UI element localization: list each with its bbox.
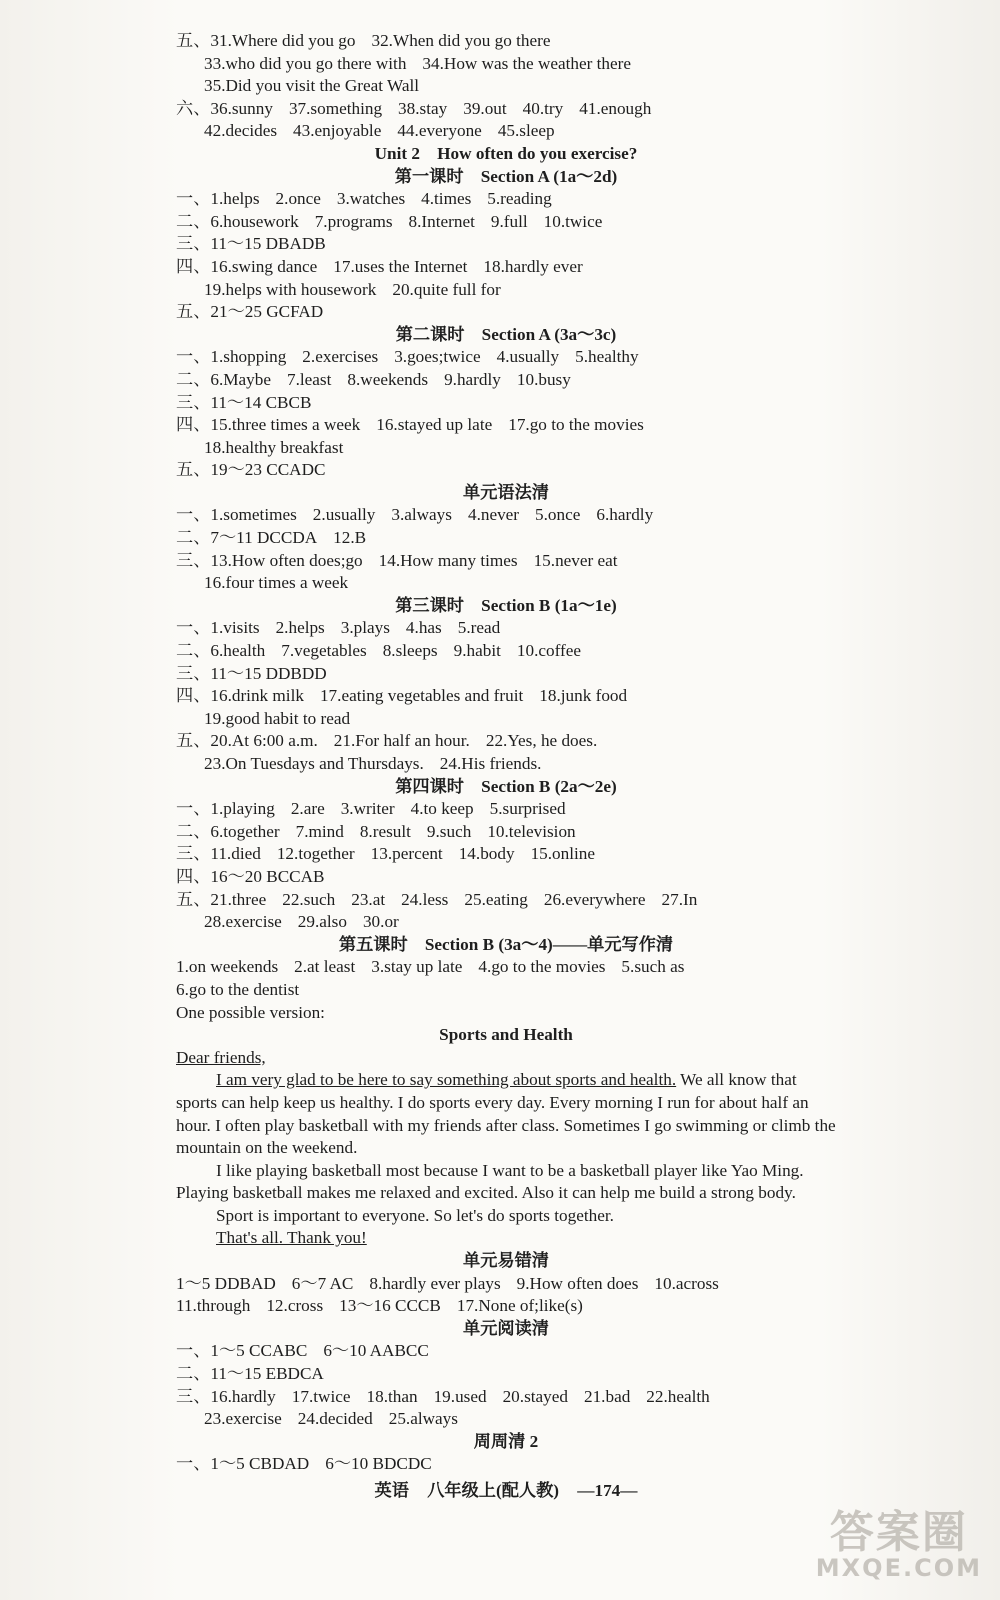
answer-item: 10.coffee: [516, 641, 581, 661]
answer-item: 38.stay: [398, 98, 448, 118]
answer-item: 3.watches: [336, 189, 406, 209]
answer-item: 9.hardly: [444, 369, 501, 389]
answer-item: 13.percent: [370, 844, 443, 864]
answer-item: 20.stayed: [502, 1386, 568, 1406]
answer-item: 35.Did you visit the Great Wall: [204, 76, 420, 96]
answer-item: 15.never eat: [533, 550, 618, 570]
answer-item: 28.exercise: [204, 912, 282, 932]
answer-line: [176, 98, 836, 121]
answer-item: 四、16.drink milk: [176, 686, 304, 706]
answer-item: 24.His friends.: [439, 754, 542, 773]
answer-item: 26.everywhere: [543, 889, 646, 909]
answer-item: 一、1～5 CBDAD: [176, 1454, 310, 1474]
answer-item: 16.four times a week: [204, 573, 349, 593]
answer-item: 8.sleeps: [382, 641, 438, 661]
answer-line: [176, 730, 836, 753]
answer-content: [176, 30, 836, 1503]
answer-item: 5.healthy: [575, 347, 639, 367]
answer-line: [176, 30, 836, 53]
answer-item: 6.go to the dentist: [176, 979, 300, 999]
answer-item: 39.out: [463, 98, 507, 118]
answer-item: 8.Internet: [408, 211, 475, 231]
answer-item: 三、11～14 CBCB: [176, 392, 312, 412]
answer-item: 22.health: [646, 1386, 710, 1406]
answer-line: [176, 798, 836, 821]
answer-line: [176, 1295, 836, 1318]
answer-line: [176, 1273, 836, 1296]
answer-line: [176, 233, 836, 256]
answer-item: 5.surprised: [489, 799, 566, 819]
section-heading: [176, 934, 836, 957]
answer-line: [176, 346, 836, 369]
answer-item: 7.mind: [295, 821, 344, 841]
section-heading: [176, 1431, 836, 1454]
answer-item: 周周清 2: [473, 1431, 539, 1451]
answer-item: 9.full: [490, 211, 528, 231]
answer-item: 45.sleep: [497, 121, 555, 141]
answer-line: [176, 459, 836, 482]
answer-item: 17.None of;like(s): [456, 1296, 583, 1316]
answer-item: 17.go to the movies: [508, 415, 644, 435]
section-heading: [176, 324, 836, 347]
answer-item: 5.such as: [621, 957, 685, 977]
answer-item: 8.result: [359, 821, 411, 841]
footer-grade: 八年级上(配人教): [427, 1481, 559, 1500]
section-heading: [176, 1318, 836, 1341]
answer-item: 一、1～5 CCABC: [176, 1341, 308, 1361]
answer-item: 21.For half an hour.: [333, 731, 470, 751]
answer-item: 8.hardly ever plays: [369, 1273, 501, 1293]
answer-item: 12.cross: [266, 1296, 324, 1316]
answer-item: Unit 2 How often do you exercise?: [374, 143, 638, 163]
answer-item: 44.everyone: [397, 121, 482, 141]
answer-line: [176, 369, 836, 392]
answer-line: [176, 1386, 836, 1409]
answer-item: 19.helps with housework: [204, 279, 377, 299]
answer-item: 四、16.swing dance: [176, 256, 318, 276]
answer-item: 四、16～20 BCCAB: [176, 866, 325, 886]
footer-page-number: —174—: [577, 1481, 638, 1500]
answer-item: 19.good habit to read: [204, 708, 351, 728]
answer-item: 第四课时 Section B (2a～2e): [395, 776, 617, 796]
answer-item: 18.healthy breakfast: [204, 437, 344, 457]
answer-item: 三、11～15 DDBDD: [176, 663, 327, 683]
answer-item: 24.less: [401, 889, 449, 909]
answer-item: 一、1.playing: [176, 799, 275, 819]
section-heading: [176, 595, 836, 618]
answer-line: [176, 685, 836, 708]
answer-line: [176, 53, 836, 76]
answer-item: 37.something: [288, 98, 383, 118]
answer-item: 33.who did you go there with: [204, 53, 407, 73]
section-heading: [176, 1024, 836, 1047]
answer-item: 10.busy: [516, 369, 571, 389]
answer-item: 14.How many times: [378, 550, 518, 570]
answer-item: 第二课时 Section A (3a～3c): [395, 324, 617, 344]
answer-item: 6.hardly: [596, 505, 654, 525]
answer-line: [176, 301, 836, 324]
answer-line: [176, 572, 836, 595]
footer-subject: 英语: [374, 1481, 409, 1500]
answer-item: 三、11.died: [176, 844, 261, 864]
answers-block-units: [176, 30, 836, 1069]
answer-item: 10.twice: [543, 211, 603, 231]
answer-item: 三、13.How often does;go: [176, 550, 363, 570]
answer-item: 2.are: [290, 799, 325, 819]
answer-line: [176, 1408, 836, 1431]
answer-item: 7.programs: [314, 211, 393, 231]
answer-line: [176, 550, 836, 573]
answer-item: 五、31.Where did you go: [176, 31, 356, 50]
answer-line: [176, 889, 836, 912]
answer-item: 14.body: [458, 844, 515, 864]
answer-line: [176, 663, 836, 686]
answer-item: 16.stayed up late: [376, 415, 493, 435]
answer-item: 27.In: [661, 889, 698, 909]
answer-item: 23.exercise: [204, 1409, 282, 1429]
answer-line: [176, 392, 836, 415]
answer-item: 41.enough: [579, 98, 652, 118]
answer-item: 二、6.health: [176, 641, 266, 661]
answer-item: 4.has: [405, 618, 442, 638]
answer-item: 4.usually: [496, 347, 560, 367]
answer-line: [176, 188, 836, 211]
answer-item: 2.once: [275, 189, 321, 209]
answer-item: 3.goes;twice: [394, 347, 481, 367]
answer-line: [176, 708, 836, 731]
answer-item: 30.or: [362, 912, 399, 932]
answer-line: [176, 821, 836, 844]
answer-line: [176, 527, 836, 550]
answer-line: [176, 504, 836, 527]
essay-paragraph-1: I am very glad to be here to say something about sports and health. We all know that sports can help keep us healthy. I do sports every day. Every morning I run for about half an hour. I often play basketball with my friends after class. Sometimes I go swimming or climb the mountain on the weekend.: [176, 1070, 836, 1158]
answer-item: 2.usually: [312, 505, 376, 525]
answer-line: [176, 979, 836, 1002]
answer-item: 43.enjoyable: [293, 121, 382, 141]
answer-item: 23.On Tuesdays and Thursdays.: [204, 754, 424, 773]
answer-item: 24.decided: [297, 1409, 373, 1429]
answer-item: 3.stay up late: [371, 957, 463, 977]
answer-item: 5.read: [457, 618, 501, 638]
answer-item: 15.online: [530, 844, 596, 864]
answer-item: 1～5 DDBAD: [176, 1273, 276, 1293]
answer-item: 第三课时 Section B (1a～1e): [395, 595, 617, 615]
answer-item: 2.at least: [294, 957, 356, 977]
answer-item: 9.such: [426, 821, 472, 841]
answer-item: 7.vegetables: [281, 641, 367, 661]
answer-item: 18.junk food: [539, 686, 628, 706]
answer-line: [176, 911, 836, 934]
answer-item: 二、6.Maybe: [176, 369, 271, 389]
essay: [176, 1069, 836, 1250]
answer-item: 单元易错清: [463, 1251, 549, 1271]
answer-line: [176, 843, 836, 866]
answer-item: 17.uses the Internet: [333, 256, 468, 276]
answer-item: 三、16.hardly: [176, 1386, 276, 1406]
answer-item: 2.exercises: [302, 347, 379, 367]
answer-item: 21.bad: [583, 1386, 631, 1406]
answer-item: Dear friends,: [176, 1047, 266, 1067]
answer-line: [176, 211, 836, 234]
answer-line: [176, 640, 836, 663]
answer-item: 32.When did you go there: [371, 31, 551, 50]
answer-item: 12.together: [276, 844, 355, 864]
answer-item: 10.television: [487, 821, 576, 841]
answer-item: 五、19～23 CCADC: [176, 460, 326, 480]
answer-item: 二、11～15 EBDCA: [176, 1364, 324, 1384]
answer-line: [176, 956, 836, 979]
answer-item: 3.writer: [340, 799, 395, 819]
page-footer: [176, 1480, 836, 1503]
answer-line: [176, 279, 836, 302]
answer-item: 六、36.sunny: [176, 98, 273, 118]
answer-item: One possible version:: [176, 1002, 325, 1022]
essay-opening-sentence: I am very glad to be here to say something about sports and health.: [216, 1070, 677, 1090]
answer-item: 40.try: [522, 98, 564, 118]
answer-item: Sports and Health: [439, 1025, 573, 1045]
answer-item: 五、20.At 6:00 a.m.: [176, 731, 318, 751]
section-heading: [176, 1250, 836, 1273]
answer-item: 二、7～11 DCCDA: [176, 528, 318, 548]
answer-item: 一、1.sometimes: [176, 505, 297, 525]
watermark-logo: 答案圈 MXQE.COM: [815, 1507, 982, 1582]
answer-item: 3.plays: [340, 618, 390, 638]
section-heading: [176, 482, 836, 505]
answer-item: 单元阅读清: [463, 1318, 549, 1338]
answer-item: 6～10 BDCDC: [325, 1454, 432, 1474]
answer-line: [176, 1363, 836, 1386]
answer-item: 三、11～15 DBADB: [176, 234, 326, 254]
answer-item: 22.Yes, he does.: [485, 731, 598, 751]
answer-item: 10.across: [654, 1273, 719, 1293]
answer-item: 25.eating: [464, 889, 528, 909]
answer-item: 6～10 AABCC: [323, 1341, 429, 1361]
answer-item: 7.least: [287, 369, 332, 389]
answer-item: 9.How often does: [516, 1273, 639, 1293]
answer-item: 单元语法清: [463, 482, 549, 502]
answer-line: [176, 414, 836, 437]
answer-item: 11.through: [176, 1296, 251, 1316]
answer-item: 4.go to the movies: [478, 957, 606, 977]
section-heading: [176, 776, 836, 799]
answer-item: 3.always: [391, 505, 452, 525]
answer-item: 一、1.shopping: [176, 347, 287, 367]
answer-item: 18.hardly ever: [483, 256, 583, 276]
answer-item: 五、21.three: [176, 889, 267, 909]
answer-line: [176, 75, 836, 98]
answer-item: 23.at: [351, 889, 386, 909]
answer-item: 17.twice: [291, 1386, 351, 1406]
answer-item: 6～7 AC: [291, 1273, 354, 1293]
answer-item: 13～16 CCCB: [339, 1296, 441, 1316]
answer-line: [176, 1002, 836, 1025]
essay-closing: That's all. Thank you!: [216, 1228, 367, 1248]
answer-item: 4.times: [421, 189, 472, 209]
answers-block-review: [176, 1250, 836, 1476]
answer-item: 五、21～25 GCFAD: [176, 302, 324, 322]
section-heading: [176, 143, 836, 166]
answer-line: [176, 866, 836, 889]
answer-item: 29.also: [297, 912, 347, 932]
answer-item: 一、1.visits: [176, 618, 260, 638]
answer-item: 8.weekends: [347, 369, 429, 389]
answer-item: 2.helps: [275, 618, 325, 638]
answer-line: [176, 256, 836, 279]
answer-line: [176, 617, 836, 640]
answer-item: 42.decides: [204, 121, 278, 141]
answer-item: 二、6.together: [176, 821, 280, 841]
answer-item: 19.used: [433, 1386, 487, 1406]
answer-line: [176, 753, 836, 776]
answer-item: 22.such: [282, 889, 336, 909]
essay-paragraph-2: I like playing basketball most because I want to be a basketball player like Yao Ming. Playing basketball makes me relaxed and excited. Also it can help me build a strong body.: [176, 1160, 804, 1203]
answer-item: 9.habit: [453, 641, 501, 661]
section-heading: [176, 166, 836, 189]
answer-line: [176, 1453, 836, 1476]
answer-item: 20.quite full for: [392, 279, 501, 299]
answer-item: 12.B: [333, 528, 367, 548]
answer-item: 5.reading: [487, 189, 552, 209]
answer-line: [176, 1340, 836, 1363]
answer-item: 25.always: [388, 1409, 458, 1429]
answer-line: [176, 120, 836, 143]
answer-item: 第一课时 Section A (1a～2d): [394, 166, 618, 186]
answer-item: 18.than: [366, 1386, 418, 1406]
answer-line: [176, 437, 836, 460]
answer-item: 四、15.three times a week: [176, 415, 361, 435]
answer-item: 一、1.helps: [176, 189, 260, 209]
answer-item: 34.How was the weather there: [422, 53, 631, 73]
answer-line: [176, 1047, 836, 1070]
answer-item: 第五课时 Section B (3a～4)——单元写作清: [338, 934, 674, 954]
essay-paragraph-3: Sport is important to everyone. So let's do sports together.: [216, 1205, 614, 1225]
answer-item: 二、6.housework: [176, 211, 299, 231]
answer-item: 4.to keep: [410, 799, 474, 819]
answer-item: 5.once: [535, 505, 581, 525]
answer-item: 17.eating vegetables and fruit: [319, 686, 524, 706]
answer-item: 1.on weekends: [176, 957, 279, 977]
answer-item: 4.never: [467, 505, 520, 525]
